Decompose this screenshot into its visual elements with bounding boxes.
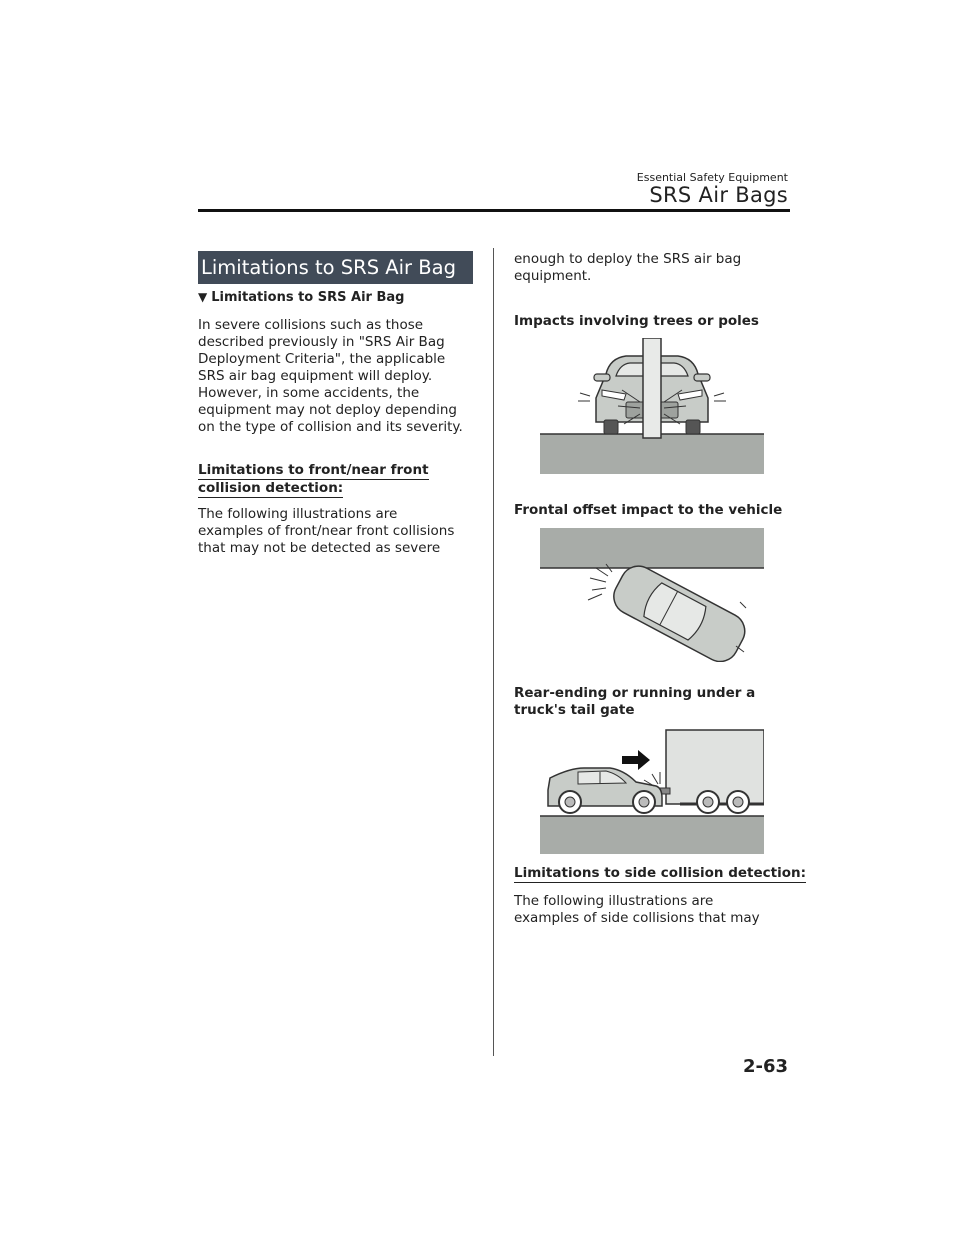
intro-line: on the type of collision and its severity. <box>198 419 463 435</box>
subheading-text: Limitations to SRS Air Bag <box>211 290 405 305</box>
caption-text: Impacts involving trees or poles <box>514 313 759 329</box>
continuation-line: equipment. <box>514 268 592 284</box>
intro-line: SRS air bag equipment will deploy. <box>198 368 433 384</box>
section-banner: Limitations to SRS Air Bag <box>198 251 473 284</box>
intro-line: Deployment Criteria", the applicable <box>198 351 446 367</box>
offset-impact-illustration <box>540 528 764 662</box>
intro-line: However, in some accidents, the <box>198 385 420 401</box>
front-heading-line: Limitations to front/near front <box>198 462 429 478</box>
continuation-line: enough to deploy the SRS air bag <box>514 251 742 267</box>
continuation-paragraph <box>514 251 794 285</box>
barrier-wall <box>540 528 764 568</box>
subheading <box>198 290 478 305</box>
front-text-line: examples of front/near front collisions <box>198 523 455 539</box>
side-text-line: The following illustrations are <box>514 893 714 909</box>
header-rule <box>198 209 790 212</box>
column-divider <box>493 248 494 1056</box>
section-title: SRS Air Bags <box>649 183 788 207</box>
triangle-marker: ▼ <box>198 290 208 304</box>
caption-text: Frontal offset impact to the vehicle <box>514 502 783 518</box>
page-number: 2-63 <box>742 1056 788 1077</box>
intro-line: In severe collisions such as those <box>198 317 424 333</box>
side-text-line: examples of side collisions that may <box>514 910 760 926</box>
road-surface <box>540 816 764 854</box>
front-text-line: that may not be detected as severe <box>198 540 441 556</box>
road-surface <box>540 434 764 474</box>
caption-text: truck's tail gate <box>514 702 635 718</box>
caption-trees-poles <box>514 313 784 330</box>
front-heading-line: collision detection: <box>198 480 344 496</box>
caption-truck-underride <box>514 685 784 719</box>
pole-impact-illustration <box>540 338 764 474</box>
intro-paragraph <box>198 317 478 436</box>
truck-underride-illustration <box>540 728 764 854</box>
pole <box>643 338 661 438</box>
side-detection-paragraph <box>514 893 794 927</box>
car-side-view <box>548 768 662 813</box>
direction-arrow-icon <box>622 750 650 770</box>
intro-line: equipment may not deploy depending <box>198 402 457 418</box>
caption-text: Rear-ending or running under a <box>514 685 756 701</box>
side-detection-heading <box>514 865 806 883</box>
front-detection-paragraph <box>198 506 478 557</box>
car-top-view <box>608 560 752 662</box>
side-heading-text: Limitations to side collision detection: <box>514 865 807 881</box>
front-detection-heading <box>198 462 429 498</box>
truck-trailer <box>658 730 764 813</box>
front-text-line: The following illustrations are <box>198 506 398 522</box>
intro-line: described previously in "SRS Air Bag <box>198 334 445 350</box>
caption-frontal-offset <box>514 502 784 519</box>
chapter-title: Essential Safety Equipment <box>636 171 788 184</box>
